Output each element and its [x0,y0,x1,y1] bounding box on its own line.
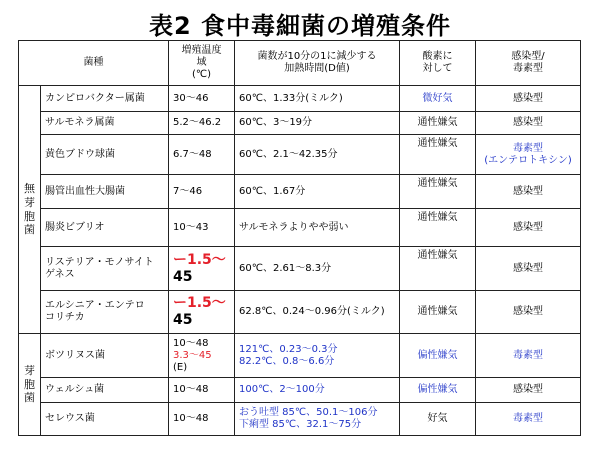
oxygen-requirement: 通性嫌気 [400,291,476,334]
bacteria-name: セレウス菌 [41,403,169,436]
pathogen-type: 毒素型 [476,403,581,436]
heat-time-line2: 下痢型 85℃、32.1～75分 [239,419,362,430]
bacteria-name-line1: リステリア・モノサイト [45,256,154,268]
temp-range-line1: ー1.5～ [173,251,226,268]
pathogen-type: 感染型 [476,175,581,209]
pathogen-type-line2: (エンテロトキシン) [484,154,572,166]
group-char: 菌 [24,223,35,237]
table-row [19,135,581,175]
pathogen-type: 感染型 [476,291,581,334]
bacteria-name: ボツリヌス菌 [41,334,169,378]
oxygen-requirement: 通性嫌気 [400,175,476,209]
temp-range: 7～46 [169,175,235,209]
header-heat-line1: 菌数が10分の1に減少する [257,51,377,62]
bacteria-name: 黄色ブドウ球菌 [41,135,169,175]
temp-range-line3: (E) [173,361,188,373]
heat-time-line1: 121℃、0.23～0.3分 [239,343,338,355]
temp-range-line2: 45 [173,268,193,285]
bacteria-name-line1: エルシニア・エンテロ [45,300,145,311]
group-char: 胞 [24,209,35,223]
header-heat [235,41,400,86]
bacteria-name-line2: ゲネス [45,268,75,280]
bacteria-name: カンピロバクター属菌 [41,86,169,112]
table-row [19,86,581,112]
header-type-line1: 感染型/ [511,51,545,62]
header-type-line2: 毒素型 [513,63,543,74]
table-header-row [19,41,581,86]
oxygen-requirement: 好気 [400,403,476,436]
bacteria-name: 腸管出血性大腸菌 [41,175,169,209]
header-heat-line2: 加熱時間(D値) [284,63,350,74]
heat-time: 100℃、2～100分 [235,378,400,403]
oxygen-requirement: 通性嫌気 [400,247,476,291]
group-char: 菌 [24,391,35,405]
table-row [19,334,581,378]
temp-range-line2: 3.3～45 [173,349,212,361]
temp-range: 30～46 [169,86,235,112]
header-oxygen [400,41,476,86]
pathogen-type: 感染型 [476,247,581,291]
group-char: 無 [24,182,35,195]
pathogen-type-line1: 毒素型 [513,142,543,154]
bacteria-name: ウェルシュ菌 [41,378,169,403]
pathogen-type: 毒素型 [476,334,581,378]
oxygen-requirement: 通性嫌気 [400,112,476,135]
oxygen-requirement: 通性嫌気 [400,209,476,247]
bacteria-name: 腸炎ビブリオ [41,209,169,247]
oxygen-requirement: 偏性嫌気 [400,334,476,378]
heat-time: サルモネラよりやや弱い [235,209,400,247]
heat-time: 60℃、2.61～8.3分 [235,247,400,291]
heat-time-line2: 82.2℃、0.8～6.6分 [239,355,335,367]
table-row [19,291,581,334]
temp-range: 10～43 [169,209,235,247]
oxygen-requirement: 微好気 [400,86,476,112]
heat-time: 60℃、1.67分 [235,175,400,209]
bacteria-name [41,291,169,334]
header-type [476,41,581,86]
temp-range [169,247,235,291]
group-non-spore [19,86,41,334]
header-temp-line1: 増殖温度 [181,45,222,56]
group-char: 芽 [24,195,35,209]
header-bacteria: 菌種 [19,41,169,86]
temp-range-line1: ー1.5～ [173,295,226,312]
header-temp [169,41,235,86]
pathogen-type: 感染型 [476,209,581,247]
pathogen-type: 感染型 [476,378,581,403]
bacteria-name: サルモネラ属菌 [41,112,169,135]
temp-range: 10～48 [169,403,235,436]
table-row [19,247,581,291]
temp-range [169,334,235,378]
pathogen-type [476,135,581,175]
header-oxygen-line2: 対して [422,63,453,74]
table-row [19,403,581,436]
header-temp-line2: 域 [196,57,207,68]
pathogen-type: 感染型 [476,86,581,112]
group-char: 芽 [24,363,35,377]
table-row [19,378,581,403]
bacteria-table [18,40,581,436]
heat-time-line1: おう吐型 85℃、50.1～106分 [239,407,378,418]
heat-time [235,334,400,378]
table-row [19,209,581,247]
group-char: 胞 [24,377,35,391]
table-row [19,175,581,209]
temp-range: 6.7～48 [169,135,235,175]
bacteria-name-line2: コリチカ [45,312,85,323]
temp-range: 5.2～46.2 [169,112,235,135]
heat-time: 62.8℃、0.24～0.96分(ミルク) [235,291,400,334]
heat-time: 60℃、3～19分 [235,112,400,135]
heat-time: 60℃、1.33分(ミルク) [235,86,400,112]
table-row [19,112,581,135]
header-oxygen-line1: 酸素に [422,51,453,62]
pathogen-type: 感染型 [476,112,581,135]
temp-range: 10～48 [169,378,235,403]
group-spore [19,334,41,436]
heat-time [235,403,400,436]
page-title: 表2 食中毒細菌の増殖条件 [148,12,452,40]
oxygen-requirement: 偏性嫌気 [400,378,476,403]
temp-range-line2: 45 [173,312,193,328]
header-temp-line3: (℃) [191,69,212,80]
oxygen-requirement: 通性嫌気 [400,135,476,175]
temp-range-line1: 10～48 [173,337,209,349]
temp-range [169,291,235,334]
bacteria-name [41,247,169,291]
heat-time: 60℃、2.1～42.35分 [235,135,400,175]
